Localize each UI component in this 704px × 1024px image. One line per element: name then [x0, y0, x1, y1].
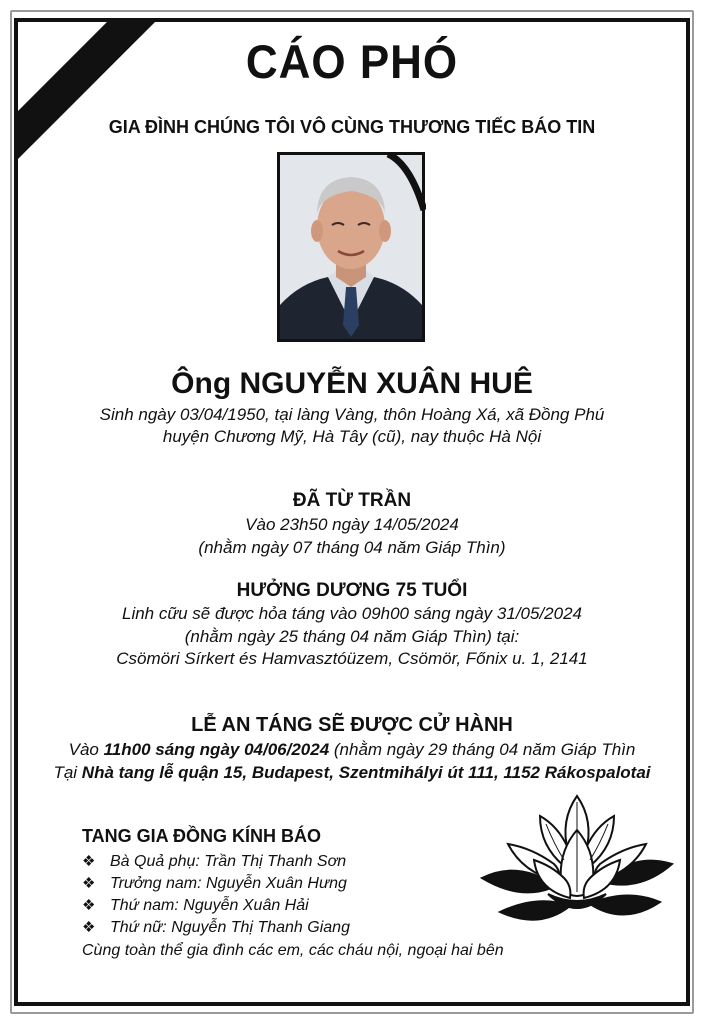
- cremation-location: Csömöri Sírkert és Hamvasztóüzem, Csömör, Főnix u. 1, 2141: [116, 649, 588, 668]
- portrait-ribbon-icon: [380, 154, 426, 214]
- cremation-lunar-date: (nhằm ngày 25 tháng 04 năm Giáp Thìn) tại:: [184, 627, 520, 646]
- family-closing-line: Cùng toàn thể gia đình các em, các cháu nội, ngoại hai bên: [82, 942, 504, 959]
- funeral-location: Tại Nhà tang lễ quận 15, Budapest, Szentmihályi út 111, 1152 Rákospalotai: [53, 763, 651, 782]
- funeral-time: Vào 11h00 sáng ngày 04/06/2024 (nhằm ngày 29 tháng 04 năm Giáp Thìn: [68, 740, 636, 759]
- lotus-flower-icon: [478, 790, 676, 940]
- list-item: ❖ Thứ nữ: Nguyễn Thị Thanh Giang: [82, 917, 642, 939]
- diamond-bullet-icon: ❖: [82, 897, 96, 914]
- age-heading: HƯỞNG DƯƠNG 75 TUỔI: [236, 580, 468, 601]
- diamond-bullet-icon: ❖: [82, 919, 96, 936]
- passed-away-heading: ĐÃ TỪ TRẦN: [292, 490, 412, 511]
- diamond-bullet-icon: ❖: [82, 853, 96, 870]
- list-item: ❖ Bà Quả phụ: Trần Thị Thanh Sơn: [82, 851, 642, 873]
- funeral-heading: LỄ AN TÁNG SẼ ĐƯỢC CỬ HÀNH: [191, 714, 513, 736]
- list-item: ❖ Thứ nam: Nguyễn Xuân Hải: [82, 895, 642, 917]
- death-lunar-date: (nhằm ngày 07 tháng 04 năm Giáp Thìn): [198, 538, 506, 557]
- birth-info-line-1: Sinh ngày 03/04/1950, tại làng Vàng, thôn Hoàng Xá, xã Đồng Phú: [99, 405, 605, 424]
- page-title: CÁO PHÓ: [245, 36, 459, 89]
- list-item: ❖ Trưởng nam: Nguyễn Xuân Hưng: [82, 873, 642, 895]
- death-time: Vào 23h50 ngày 14/05/2024: [245, 515, 459, 534]
- family-heading: TANG GIA ĐỒNG KÍNH BÁO: [82, 826, 321, 846]
- diamond-bullet-icon: ❖: [82, 875, 96, 892]
- birth-info-line-2: huyện Chương Mỹ, Hà Tây (cũ), nay thuộc Hà Nội: [162, 427, 542, 446]
- deceased-name: Ông NGUYỄN XUÂN HUÊ: [171, 367, 533, 400]
- announcement-text: GIA ĐÌNH CHÚNG TÔI VÔ CÙNG THƯƠNG TIẾC BÁO TIN: [108, 117, 596, 137]
- cremation-time: Linh cữu sẽ được hỏa táng vào 09h00 sáng ngày 31/05/2024: [121, 604, 582, 623]
